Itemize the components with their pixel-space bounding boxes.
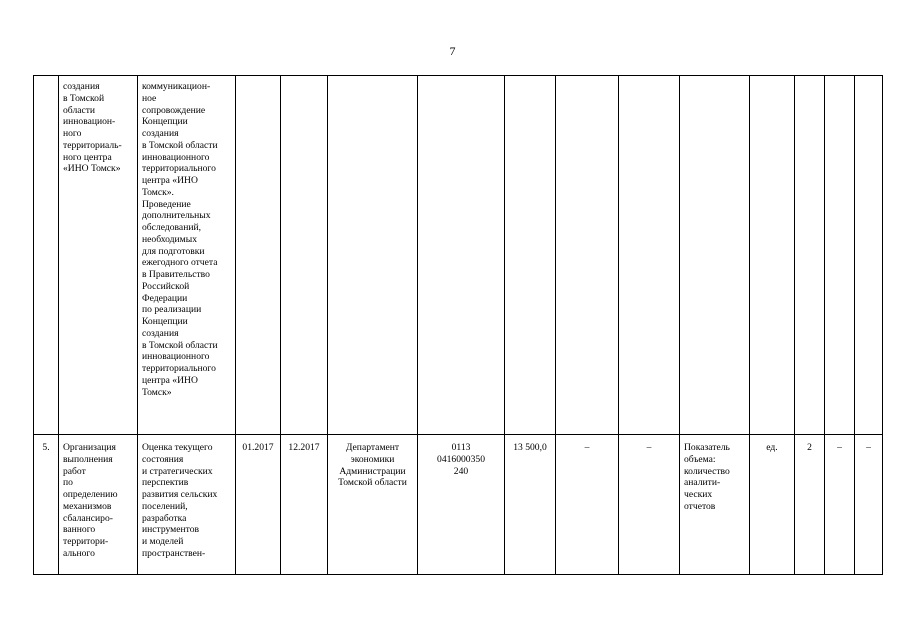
cell-indicator: Показатель объема: количество аналити- ческих отчетов (680, 435, 750, 575)
cell-activity: коммуникацион- ное сопровождение Концепции создания в Томской области инновационного территориального центра «ИНО Томск». Проведение дополнительных обследований, необходимых для подготовки ежегодного отчета в Правительство Российской Федерации по реализации Концепции создания в Томской области инновационного территориального центра «ИНО Томск» (138, 76, 236, 435)
cell-start-date (236, 76, 281, 435)
program-table (33, 75, 883, 575)
table-row (34, 76, 883, 435)
cell-indicator-value-3 (855, 76, 883, 435)
cell-start-date: 01.2017 (236, 435, 281, 575)
cell-executor (328, 76, 418, 435)
cell-amount-year-3 (619, 76, 680, 435)
cell-amount-year-3: – (619, 435, 680, 575)
cell-executor: Департамент экономики Администрации Томской области (328, 435, 418, 575)
cell-unit: ед. (750, 435, 795, 575)
cell-budget-code: 0113 0416000350 240 (418, 435, 505, 575)
cell-number: 5. (34, 435, 59, 575)
cell-indicator-value (795, 76, 825, 435)
cell-indicator-value-2 (825, 76, 855, 435)
cell-end-date (281, 76, 328, 435)
cell-amount-year-2 (556, 76, 619, 435)
cell-end-date: 12.2017 (281, 435, 328, 575)
cell-amount-year-2: – (556, 435, 619, 575)
cell-unit (750, 76, 795, 435)
cell-budget-code (418, 76, 505, 435)
cell-indicator-value-2: – (825, 435, 855, 575)
cell-name: создания в Томской области инновацион- ного территориаль- ного центра «ИНО Томск» (59, 76, 138, 435)
cell-amount (505, 76, 556, 435)
cell-name: Организация выполнения работ по определению механизмов сбалансиро- ванного территори- ального (59, 435, 138, 575)
cell-indicator (680, 76, 750, 435)
cell-number (34, 76, 59, 435)
cell-indicator-value-3: – (855, 435, 883, 575)
page-number: 7 (449, 44, 456, 58)
cell-amount: 13 500,0 (505, 435, 556, 575)
cell-indicator-value: 2 (795, 435, 825, 575)
table-row (34, 435, 883, 575)
cell-activity: Оценка текущего состояния и стратегических перспектив развития сельских поселений, разработка инструментов и моделей пространствен- (138, 435, 236, 575)
